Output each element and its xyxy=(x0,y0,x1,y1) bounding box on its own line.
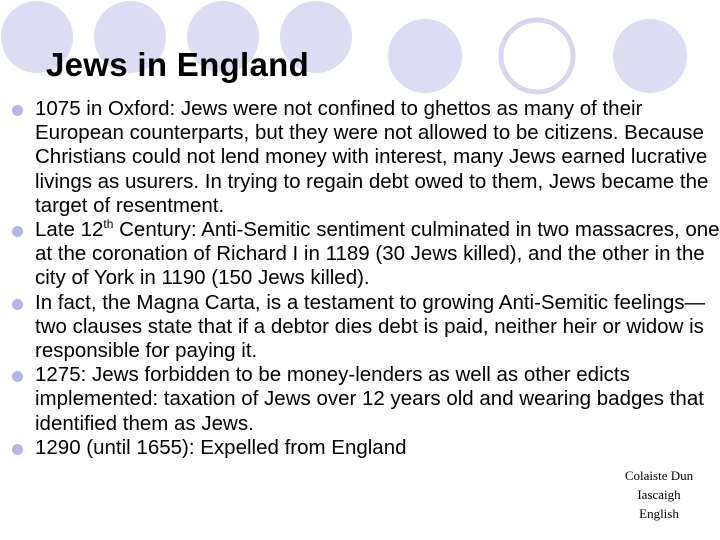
bullet-dot-icon xyxy=(12,105,23,116)
credit-line: English xyxy=(639,506,679,521)
credit-text xyxy=(614,466,704,523)
decor-circle-outline xyxy=(501,20,573,92)
bullet-text: 1275: Jews forbidden to be money-lenders as well as other edicts implemented: taxation of Jews over 12 years old and wearing badges that identified them as Jews. xyxy=(35,363,704,435)
bullet-dot-icon xyxy=(12,299,23,310)
bullet-text: 1290 (until 1655): Expelled from England xyxy=(35,435,407,459)
bullet-superscript: th xyxy=(103,217,114,232)
bullet-item xyxy=(10,436,720,460)
credit-line: Iascaigh xyxy=(637,487,681,502)
decor-circle xyxy=(388,19,462,93)
bullet-item xyxy=(10,291,720,364)
bullet-list xyxy=(10,97,720,460)
bullet-text: In fact, the Magna Carta, is a testament to growing Anti-Semitic feelings—two clauses state that if a debtor dies debt is paid, neither heir or widow is responsible for paying it. xyxy=(35,290,705,363)
bullet-item xyxy=(10,218,720,291)
bullet-dot-icon xyxy=(12,444,23,455)
bullet-text: 1075 in Oxford: Jews were not confined to ghettos as many of their European counterparts, but they were not allowed to be citizens. Because Christians could not lend money with interest, many Jews earned lucrative livings as usurers. In trying to regain debt owed to them, Jews became the target of resentment. xyxy=(35,97,709,217)
bullet-text-continued: Century: Anti-Semitic sentiment culminated in two massacres, one at the coronation of Richard I in 1189 (30 Jews killed), and the other in the city of York in 1190 (150 Jews killed). xyxy=(35,218,720,290)
bullet-item xyxy=(10,97,720,218)
bullet-item xyxy=(10,363,720,436)
bullet-dot-icon xyxy=(12,371,23,382)
slide-title: Jews in England xyxy=(46,46,310,83)
credit-line: Colaiste Dun xyxy=(624,468,694,483)
decor-circle xyxy=(613,19,687,93)
bullet-text: Late 12 xyxy=(35,218,104,242)
bullet-dot-icon xyxy=(12,226,23,237)
